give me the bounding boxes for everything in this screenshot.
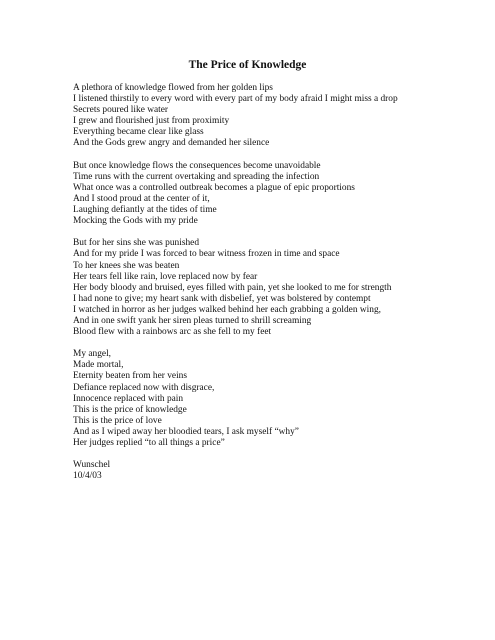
poem-line: I watched in horror as her judges walked behind her each grabbing a golden wing, [73,304,381,315]
poem-line: Her tears fell like rain, love replaced now by fear [73,271,258,282]
poem-body [73,83,493,493]
poem-line: And in one swift yank her siren pleas turned to shrill screaming [73,315,312,326]
signature-block [73,460,493,482]
poem-line: I had none to give; my heart sank with disbelief, yet was bolstered by contempt [73,293,371,304]
author-name: Wunschel [73,460,111,471]
poem-line: Secrets poured like water [73,105,169,116]
poem-line: This is the price of love [73,415,162,426]
poem-line: Her body bloody and bruised, eyes filled with pain, yet she looked to me for strength [73,282,392,293]
poem-line: This is the price of knowledge [73,404,187,415]
poem-line: And the Gods grew angry and demanded her silence [73,138,270,149]
poem-line: Her judges replied “to all things a price” [73,438,225,448]
poem-line: I grew and flourished just from proximity [73,116,230,127]
poem-line: And I stood proud at the center of it, [73,193,210,204]
poem-line: What once was a controlled outbreak becomes a plague of epic proportions [73,182,355,193]
poem-title: The Price of Knowledge [188,59,307,71]
poem-line: Eternity beaten from her veins [73,371,188,382]
poem-line: Blood flew with a rainbows arc as she fell to my feet [73,327,272,338]
poem-line: I listened thirstily to every word with every part of my body afraid I might miss a drop [73,94,398,105]
poem-line: But once knowledge flows the consequences become unavoidable [73,160,321,171]
poem-line: Everything became clear like glass [73,127,204,138]
poem-line: But for her sins she was punished [73,238,200,249]
stanza [73,161,493,228]
stanza [73,238,493,338]
poem-line: Innocence replaced with pain [73,393,184,404]
poem-line: Time runs with the current overtaking and spreading the infection [73,171,320,182]
poem-line: Defiance replaced now with disgrace, [73,382,215,393]
stanza [73,349,493,449]
poem-line: And as I wiped away her bloodied tears, I ask myself “why” [73,426,299,437]
poem-line: To her knees she was beaten [73,260,180,271]
date-line: 10/4/03 [73,471,102,482]
poem-line: And for my pride I was forced to bear witness frozen in time and space [73,249,340,260]
poem-line: Made mortal, [73,360,124,371]
poem-line: A plethora of knowledge flowed from her golden lips [73,83,273,93]
poem-line: Mocking the Gods with my pride [73,216,198,227]
stanza [73,83,493,150]
poem-line: My angel, [73,349,112,360]
poem-line: Laughing defiantly at the tides of time [73,205,217,216]
